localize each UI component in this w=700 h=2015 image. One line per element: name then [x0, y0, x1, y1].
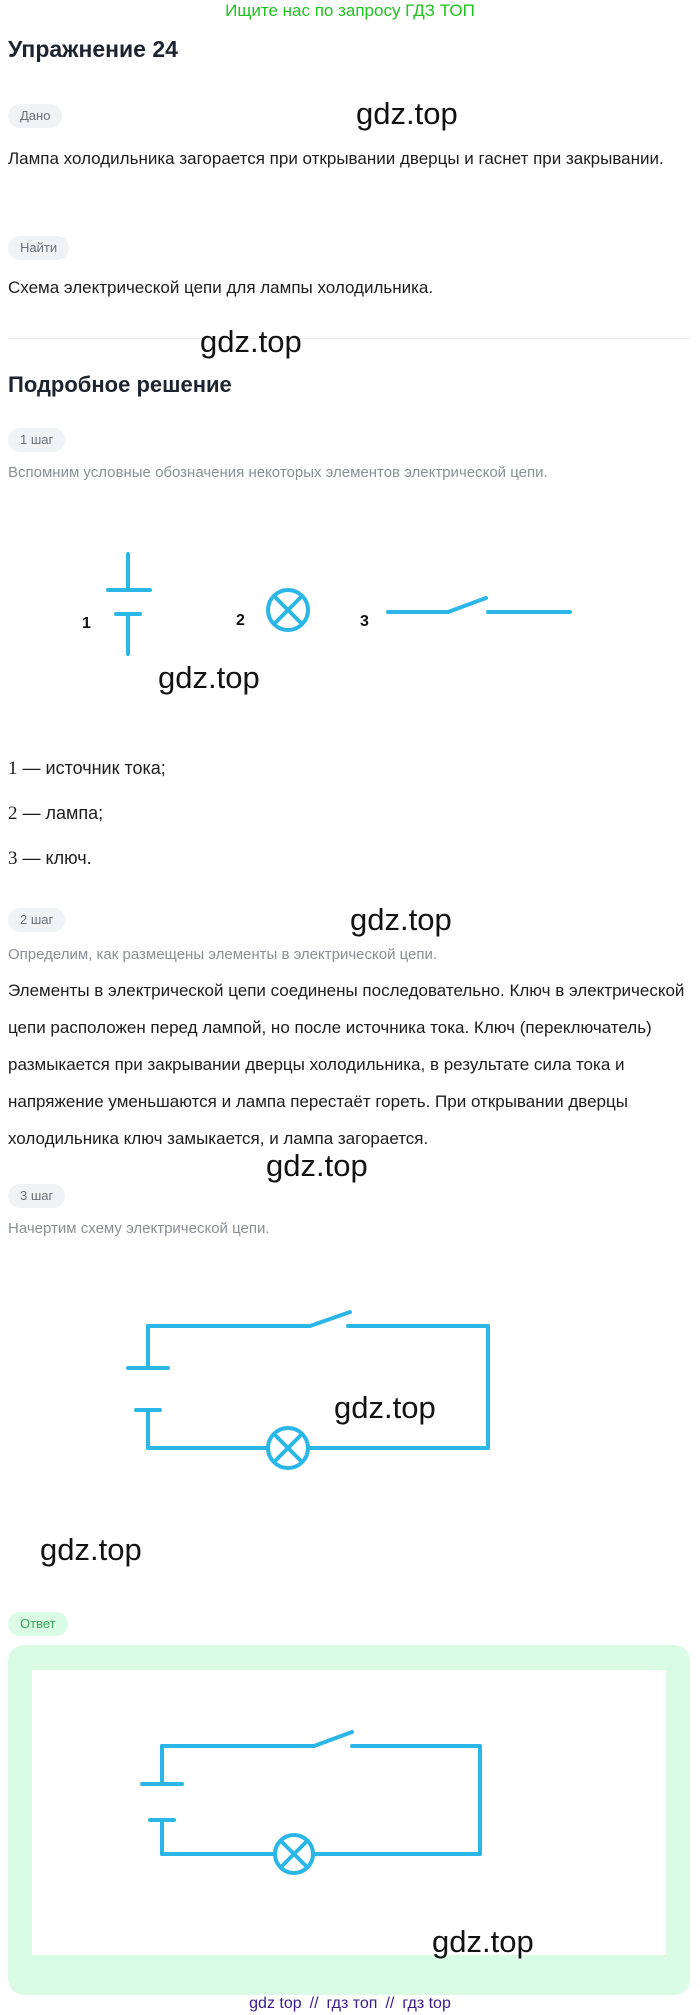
step1-chip: 1 шаг: [8, 428, 65, 452]
answer-chip-wrap: [8, 1612, 68, 1636]
watermark: gdz.top: [158, 660, 260, 695]
symbol-label-1: 1: [82, 615, 91, 632]
symbol-label-2: 2: [236, 612, 245, 629]
find-chip: Найти: [8, 236, 69, 260]
divider: [8, 338, 690, 339]
watermark: gdz.top: [200, 324, 302, 359]
step1-chip-wrap: [8, 428, 65, 452]
step3-caption: Начертим схему электрической цепи.: [8, 1220, 270, 1237]
symbol-label-3: 3: [360, 613, 369, 630]
watermark: gdz.top: [356, 96, 458, 131]
step2-caption: Определим, как размещены элементы в электрической цепи.: [8, 946, 438, 963]
legend-item-1: 1 — источник тока;: [8, 758, 166, 779]
solution-title: Подробное решение: [8, 372, 232, 397]
battery-symbol: [108, 554, 150, 654]
footer-links: [0, 1992, 700, 2015]
find-chip-wrap: [8, 236, 69, 260]
watermark: gdz.top: [432, 1924, 534, 1959]
watermark: gdz.top: [266, 1148, 368, 1183]
step1-caption: Вспомним условные обозначения некоторых элементов электрической цепи.: [8, 464, 548, 481]
switch-symbol: [388, 598, 570, 612]
page-title: Упражнение 24: [8, 36, 178, 62]
search-banner[interactable]: Ищите нас по запросу ГДЗ ТОП: [225, 1, 475, 20]
step2-text: Элементы в электрической цепи соединены последовательно. Ключ в электрической цепи расположен перед лампой, но после источника тока. Ключ (переключатель) размыкается при закрывании дверцы холодильника, в результате сила тока и напряжение уменьшаются и лампа перестаёт гореть. При открывании дверцы холодильника ключ замыкается, и лампа загорается.: [8, 981, 685, 1148]
legend-item-3: 3 — ключ.: [8, 848, 92, 869]
given-chip-wrap: [8, 104, 62, 128]
footer-separator: //: [309, 1995, 319, 2012]
watermark: gdz.top: [40, 1532, 142, 1567]
step3-chip: 3 шаг: [8, 1184, 65, 1208]
step2-chip-wrap: [8, 908, 65, 932]
given-text: Лампа холодильника загорается при открывании дверцы и гаснет при закрывании.: [8, 149, 664, 168]
step2-chip: 2 шаг: [8, 908, 65, 932]
answer-chip: Ответ: [8, 1612, 68, 1636]
footer-link-1[interactable]: gdz top: [249, 1995, 302, 2012]
footer-separator: //: [385, 1995, 395, 2012]
watermark: gdz.top: [350, 902, 452, 937]
footer-link-2[interactable]: гдз топ: [326, 1995, 378, 2012]
find-text: Схема электрической цепи для лампы холодильника.: [8, 278, 434, 297]
given-chip: Дано: [8, 104, 62, 128]
symbols-diagram: [0, 530, 700, 680]
lamp-symbol: [268, 590, 308, 630]
answer-circuit-diagram: [0, 1720, 700, 1900]
legend-item-2: 2 — лампа;: [8, 803, 104, 824]
step3-chip-wrap: [8, 1184, 65, 1208]
watermark: gdz.top: [334, 1390, 436, 1425]
footer-link-3[interactable]: гдз top: [402, 1995, 451, 2012]
